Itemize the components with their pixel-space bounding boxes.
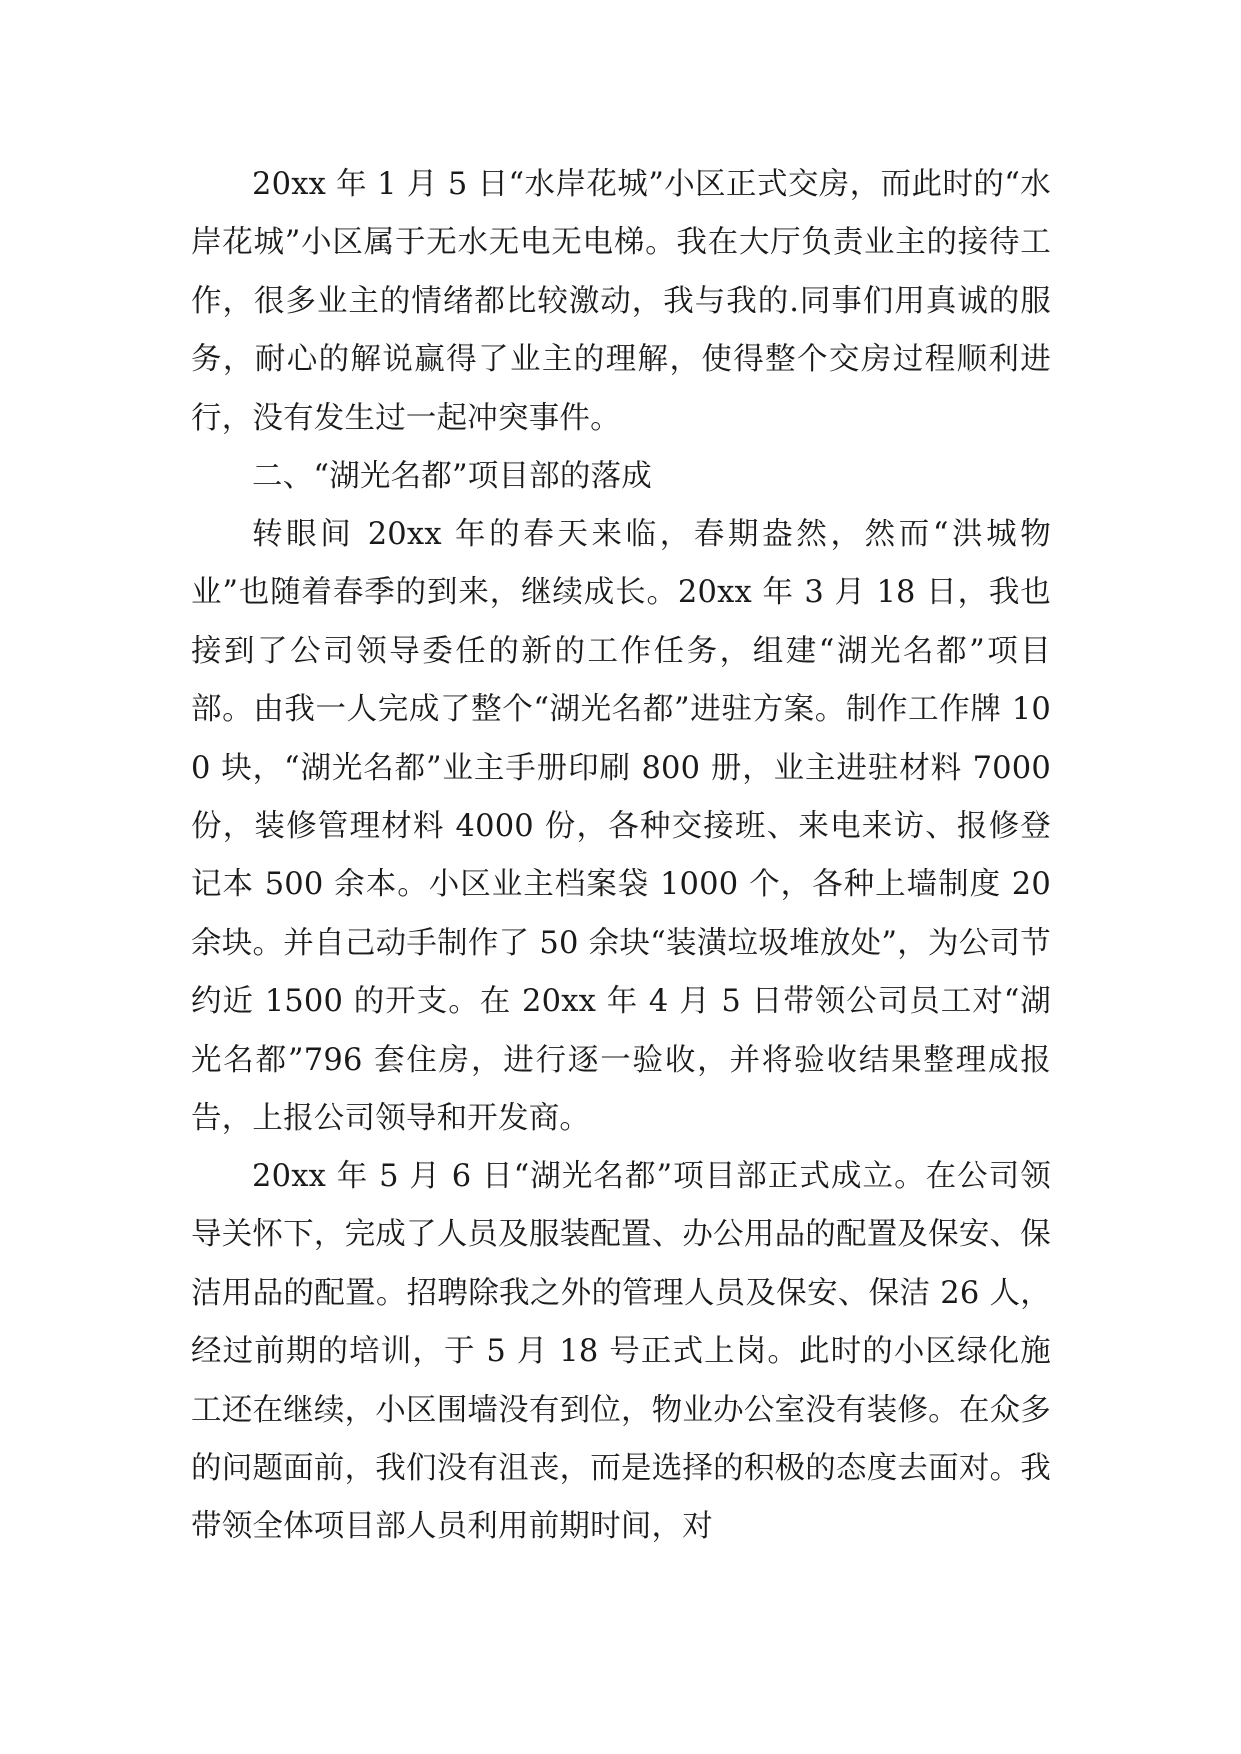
paragraph-handover: 20xx 年 1 月 5 日“水岸花城”小区正式交房，而此时的“水岸花城”小区属于无水无电无电梯。我在大厅负责业主的接待工作，很多业主的情绪都比较激动，我与我的.同事们用真诚的服务，耐心的解说赢得了业主的理解，使得整个交房过程顺利进行，没有发生过一起冲突事件。 [191, 167, 1051, 436]
section-heading-huguang-mingdu: 二、“湖光名都”项目部的落成 [252, 459, 652, 494]
paragraph-project-setup: 转眼间 20xx 年的春天来临，春期盎然，然而“洪城物业”也随着春季的到来，继续成长。20xx 年 3 月 18 日，我也接到了公司领导委任的新的工作任务，组建“湖光名都”项目部。由我一人完成了整个“湖光名都”进驻方案。制作工作牌 100 块，“湖光名都”业主手册印刷 800 册，业主进驻材料 7000 份，装修管理材料 4000 份，各种交接班、来电来访、报修登记本 500 余本。小区业主档案袋 1000 个，各种上墙制度 20 余块。并自己动手制作了 50 余块“装潢垃圾堆放处”，为公司节约近 1500 的开支。在 20xx 年 4 月 5 日带领公司员工对“湖光名都”796 套住房，进行逐一验收，并将验收结果整理成报告，上报公司领导和开发商。 [191, 517, 1051, 1137]
paragraph-project-established: 20xx 年 5 月 6 日“湖光名都”项目部正式成立。在公司领导关怀下，完成了人员及服装配置、办公用品的配置及保安、保洁用品的配置。招聘除我之外的管理人员及保安、保洁 26 人，经过前期的培训，于 5 月 18 号正式上岗。此时的小区绿化施工还在继续，小区围墙没有到位，物业办公室没有装修。在众多的问题面前，我们没有沮丧，而是选择的积极的态度去面对。我带领全体项目部人员利用前期时间，对 [191, 1159, 1051, 1545]
